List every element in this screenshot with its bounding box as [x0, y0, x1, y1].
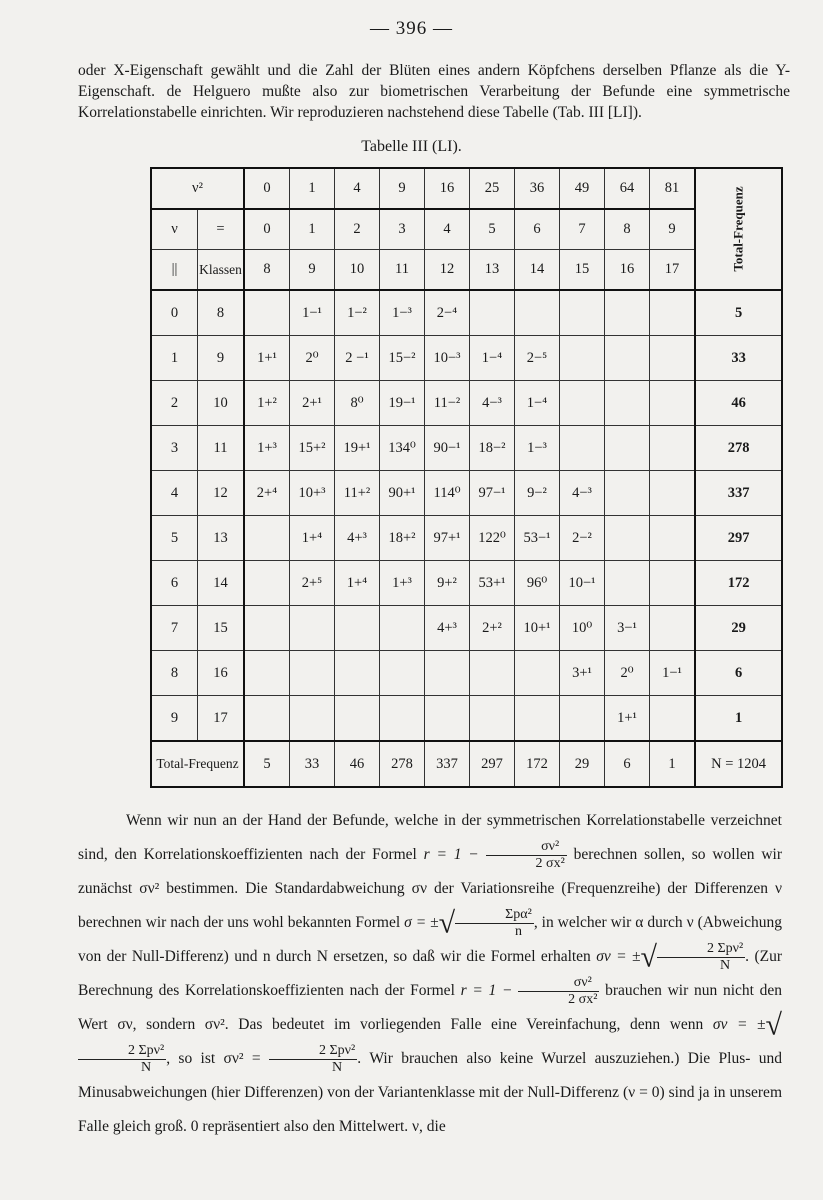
row-v-cell: 8: [151, 651, 198, 696]
frequency-cell: [515, 290, 560, 336]
frequency-cell: [560, 381, 605, 426]
frequency-cell: [244, 651, 290, 696]
body-text-d: . (Zur Berechnung des Korrelationskoeffizienten nach der Formel: [78, 948, 782, 999]
frequency-cell: 114⁰: [425, 471, 470, 516]
row-class-cell: 14: [198, 561, 245, 606]
table-row: [151, 336, 782, 381]
frequency-cell: 1−⁴: [470, 336, 515, 381]
header-v-cell: 6: [515, 209, 560, 250]
frequency-cell: 2−²: [560, 516, 605, 561]
header-v-cell: 4: [425, 209, 470, 250]
row-class-cell: 16: [198, 651, 245, 696]
frequency-cell: [650, 516, 696, 561]
frequency-cell: 97−¹: [470, 471, 515, 516]
header-class-cell: 16: [605, 250, 650, 291]
row-v-cell: 0: [151, 290, 198, 336]
frequency-cell: [650, 336, 696, 381]
frequency-cell: 134⁰: [380, 426, 425, 471]
header-v-cell: 5: [470, 209, 515, 250]
frequency-cell: 18−²: [470, 426, 515, 471]
body-paragraph: [78, 804, 782, 1144]
fraction-3-den: N: [720, 957, 731, 973]
header-v-label: ν: [151, 209, 198, 250]
frequency-cell: 4+³: [425, 606, 470, 651]
frequency-cell: 53+¹: [470, 561, 515, 606]
row-total-cell: 33: [695, 336, 782, 381]
header-v-cell: 8: [605, 209, 650, 250]
grand-total-cell: N = 1204: [695, 741, 782, 787]
frequency-cell: 2 −¹: [335, 336, 380, 381]
header-row-v: [151, 209, 782, 250]
fraction-6-den: N: [332, 1059, 343, 1075]
row-total-cell: 29: [695, 606, 782, 651]
frequency-cell: [605, 561, 650, 606]
table-row: [151, 426, 782, 471]
column-total-cell: 172: [515, 741, 560, 787]
header-v-squared-cell: 81: [650, 168, 696, 209]
header-v-cell: 2: [335, 209, 380, 250]
body-text: [78, 804, 782, 1144]
frequency-cell: 2+²: [470, 606, 515, 651]
fraction-4-den: 2 σx²: [568, 991, 598, 1007]
body-text-f: , so ist σν² =: [166, 1050, 261, 1067]
root-icon: √: [438, 906, 456, 940]
fraction-2-num: Σpα²: [455, 907, 534, 924]
fraction-5-num: 2 Σpν²: [78, 1043, 166, 1060]
frequency-cell: [650, 606, 696, 651]
header-equals: =: [198, 209, 245, 250]
row-class-cell: 15: [198, 606, 245, 651]
frequency-cell: [425, 696, 470, 742]
header-v-cell: 7: [560, 209, 605, 250]
header-v-squared-cell: 49: [560, 168, 605, 209]
table-row: [151, 696, 782, 742]
header-class-cell: 17: [650, 250, 696, 291]
correlation-table-wrapper: [150, 167, 783, 788]
frequency-cell: 90+¹: [380, 471, 425, 516]
intro-paragraph: [78, 60, 790, 123]
row-v-cell: 9: [151, 696, 198, 742]
body-text-g: . Wir brauchen also keine Wurzel auszuziehen.) Die Plus- und Minusabweichungen (hier Differenzen) von der Variantenklasse mit der Null-Differenz (ν = 0) sind ja in unserem Falle gleich groß. 0 repräsentiert also den Mittelwert. ν, die: [78, 1050, 782, 1135]
frequency-cell: 1+⁴: [290, 516, 335, 561]
frequency-cell: [605, 381, 650, 426]
frequency-cell: [425, 651, 470, 696]
frequency-cell: [605, 336, 650, 381]
frequency-cell: 97+¹: [425, 516, 470, 561]
frequency-cell: 9+²: [425, 561, 470, 606]
row-v-cell: 7: [151, 606, 198, 651]
intro-text: oder X-Eigenschaft gewählt und die Zahl der Blüten eines andern Köpfchens derselben Pflanze als die Y-Eigenschaft. de Helguero mußte also zur biometrischen Verarbeitung der Befunde eine symmetrische Korrelationstabelle einrichten. Wir reproduzieren nachstehend diese Tabelle (Tab. III [LI]).: [78, 62, 790, 121]
body-text-c: , in welcher wir α durch ν (Abweichung von der Null-Differenz) und n durch N ersetzen, so daß wir die Formel erhalten: [78, 914, 782, 965]
row-total-cell: 297: [695, 516, 782, 561]
frequency-cell: 11−²: [425, 381, 470, 426]
header-v-squared-cell: 16: [425, 168, 470, 209]
row-v-cell: 3: [151, 426, 198, 471]
frequency-cell: [244, 696, 290, 742]
header-class-cell: 12: [425, 250, 470, 291]
frequency-cell: 1+³: [244, 426, 290, 471]
row-v-cell: 5: [151, 516, 198, 561]
row-class-cell: 11: [198, 426, 245, 471]
formula-sigma: σ = ±: [404, 914, 439, 931]
page-number: — 396 —: [370, 18, 453, 39]
frequency-cell: [605, 290, 650, 336]
row-class-cell: 13: [198, 516, 245, 561]
formula-sigma-nu: σν = ±: [596, 948, 641, 965]
frequency-cell: 122⁰: [470, 516, 515, 561]
fraction-1-num: σν²: [486, 839, 567, 856]
fraction-5: [78, 1043, 166, 1076]
fraction-1-den: 2 σx²: [535, 855, 565, 871]
header-class-cell: 13: [470, 250, 515, 291]
header-v-squared-cell: 1: [290, 168, 335, 209]
frequency-cell: 10+¹: [515, 606, 560, 651]
row-v-cell: 2: [151, 381, 198, 426]
formula-sigma-nu-2: σν = ±: [712, 1016, 766, 1033]
header-class-cell: 10: [335, 250, 380, 291]
frequency-cell: 2+⁴: [244, 471, 290, 516]
frequency-cell: 10⁰: [560, 606, 605, 651]
frequency-cell: 90−¹: [425, 426, 470, 471]
header-class-cell: 11: [380, 250, 425, 291]
frequency-cell: 19+¹: [335, 426, 380, 471]
frequency-cell: 1−²: [335, 290, 380, 336]
frequency-cell: 2+⁵: [290, 561, 335, 606]
header-v-squared-cell: 4: [335, 168, 380, 209]
frequency-cell: [650, 426, 696, 471]
row-class-cell: 9: [198, 336, 245, 381]
frequency-cell: [560, 290, 605, 336]
frequency-cell: 11+²: [335, 471, 380, 516]
frequency-cell: 2⁰: [290, 336, 335, 381]
frequency-cell: 4−³: [560, 471, 605, 516]
frequency-cell: 15−²: [380, 336, 425, 381]
row-total-cell: 337: [695, 471, 782, 516]
frequency-cell: 10+³: [290, 471, 335, 516]
header-v-cell: 1: [290, 209, 335, 250]
frequency-cell: 19−¹: [380, 381, 425, 426]
header-klassen: Klassen: [198, 250, 245, 291]
table-row: [151, 290, 782, 336]
total-frequency-row: [151, 741, 782, 787]
frequency-cell: [560, 696, 605, 742]
frequency-cell: 3−¹: [605, 606, 650, 651]
column-total-cell: 33: [290, 741, 335, 787]
frequency-cell: [605, 426, 650, 471]
row-class-cell: 17: [198, 696, 245, 742]
table-row: [151, 651, 782, 696]
row-total-cell: 278: [695, 426, 782, 471]
frequency-cell: [290, 606, 335, 651]
total-frequency-label: Total-Frequenz: [730, 185, 746, 272]
column-total-cell: 337: [425, 741, 470, 787]
row-total-cell: 6: [695, 651, 782, 696]
frequency-cell: [380, 696, 425, 742]
frequency-cell: [470, 696, 515, 742]
frequency-cell: [335, 651, 380, 696]
frequency-cell: 1−⁴: [515, 381, 560, 426]
header-v-squared-cell: 64: [605, 168, 650, 209]
fraction-6: [269, 1043, 357, 1076]
fraction-3: [657, 941, 745, 974]
row-v-cell: 4: [151, 471, 198, 516]
header-v-cell: 0: [244, 209, 290, 250]
table-caption: Tabelle III (LI).: [361, 138, 462, 155]
header-v-cell: 3: [380, 209, 425, 250]
frequency-cell: [290, 651, 335, 696]
row-total-cell: 1: [695, 696, 782, 742]
frequency-cell: [650, 290, 696, 336]
frequency-cell: [650, 696, 696, 742]
frequency-cell: [244, 290, 290, 336]
fraction-2-den: n: [514, 923, 522, 939]
frequency-cell: [244, 606, 290, 651]
table-row: [151, 471, 782, 516]
frequency-cell: 1−³: [515, 426, 560, 471]
frequency-cell: [560, 426, 605, 471]
column-total-cell: 278: [380, 741, 425, 787]
formula-r: r = 1 −: [423, 846, 479, 863]
frequency-cell: 1+³: [380, 561, 425, 606]
row-class-cell: 10: [198, 381, 245, 426]
frequency-cell: [650, 471, 696, 516]
frequency-cell: 1+¹: [244, 336, 290, 381]
frequency-cell: [380, 651, 425, 696]
header-class-cell: 15: [560, 250, 605, 291]
frequency-cell: [605, 471, 650, 516]
column-total-cell: 46: [335, 741, 380, 787]
fraction-1: [486, 839, 567, 872]
row-total-cell: 172: [695, 561, 782, 606]
column-total-cell: 297: [470, 741, 515, 787]
header-v-squared-label: ν²: [151, 168, 244, 209]
row-v-cell: 6: [151, 561, 198, 606]
frequency-cell: [515, 651, 560, 696]
frequency-cell: 2⁰: [605, 651, 650, 696]
table-row: [151, 381, 782, 426]
frequency-cell: [605, 516, 650, 561]
frequency-cell: [335, 606, 380, 651]
row-class-cell: 12: [198, 471, 245, 516]
table-row: [151, 561, 782, 606]
body-text-e: brauchen wir nun nicht den Wert σν, sondern σν². Das bedeutet im vorliegenden Falle eine Vereinfachung, denn wenn: [78, 982, 783, 1033]
header-class-cell: 14: [515, 250, 560, 291]
frequency-cell: 10−³: [425, 336, 470, 381]
column-total-cell: 6: [605, 741, 650, 787]
frequency-cell: 96⁰: [515, 561, 560, 606]
header-v-squared-cell: 9: [380, 168, 425, 209]
frequency-cell: [470, 290, 515, 336]
frequency-cell: 53−¹: [515, 516, 560, 561]
frequency-cell: [560, 336, 605, 381]
header-v-squared-cell: 36: [515, 168, 560, 209]
frequency-cell: 1+²: [244, 381, 290, 426]
table-row: [151, 516, 782, 561]
root-icon: √: [765, 1008, 783, 1042]
frequency-cell: [515, 696, 560, 742]
frequency-cell: 1+⁴: [335, 561, 380, 606]
frequency-cell: [244, 516, 290, 561]
frequency-cell: [380, 606, 425, 651]
header-row-v-squared: [151, 168, 782, 209]
root-icon: √: [640, 940, 657, 974]
frequency-cell: 1−³: [380, 290, 425, 336]
frequency-cell: 15+²: [290, 426, 335, 471]
frequency-cell: [650, 561, 696, 606]
header-v-squared-cell: 25: [470, 168, 515, 209]
header-v-squared-cell: 0: [244, 168, 290, 209]
table-row: [151, 606, 782, 651]
fraction-4-num: σν²: [518, 975, 599, 992]
column-total-cell: 5: [244, 741, 290, 787]
frequency-cell: [335, 696, 380, 742]
frequency-cell: [290, 696, 335, 742]
frequency-cell: [470, 651, 515, 696]
frequency-cell: 4−³: [470, 381, 515, 426]
row-total-cell: 46: [695, 381, 782, 426]
header-v-cell: 9: [650, 209, 696, 250]
frequency-cell: 8⁰: [335, 381, 380, 426]
fraction-4: [518, 975, 599, 1008]
frequency-cell: 1−¹: [650, 651, 696, 696]
frequency-cell: 2+¹: [290, 381, 335, 426]
frequency-cell: 3+¹: [560, 651, 605, 696]
frequency-cell: 9−²: [515, 471, 560, 516]
frequency-cell: [244, 561, 290, 606]
frequency-cell: 10−¹: [560, 561, 605, 606]
frequency-cell: [650, 381, 696, 426]
total-frequency-column-header: [695, 168, 782, 290]
frequency-cell: 2−⁴: [425, 290, 470, 336]
row-total-cell: 5: [695, 290, 782, 336]
frequency-cell: 2−⁵: [515, 336, 560, 381]
fraction-2: [455, 907, 534, 940]
header-class-cell: 8: [244, 250, 290, 291]
row-v-cell: 1: [151, 336, 198, 381]
fraction-6-num: 2 Σpν²: [269, 1043, 357, 1060]
header-class-cell: 9: [290, 250, 335, 291]
header-row-classes: [151, 250, 782, 291]
column-total-cell: 29: [560, 741, 605, 787]
fraction-3-num: 2 Σpν²: [657, 941, 745, 958]
frequency-cell: 18+²: [380, 516, 425, 561]
frequency-cell: 1+¹: [605, 696, 650, 742]
body-text-b: berechnen sollen, so wollen wir zunächst σν² bestimmen. Die Standardabweichung σν der Variationsreihe (Frequenzreihe) der Differenzen ν berechnen wir nach der uns wohl bekannten Formel: [78, 846, 782, 931]
correlation-table: [150, 167, 783, 788]
header-parallel: ||: [151, 250, 198, 291]
frequency-cell: 4+³: [335, 516, 380, 561]
formula-r-2: r = 1 −: [460, 982, 513, 999]
body-text-a: Wenn wir nun an der Hand der Befunde, welche in der symmetrischen Korrelationstabelle verzeichnet sind, den Korrelationskoeffizienten nach der Formel: [78, 812, 782, 863]
row-class-cell: 8: [198, 290, 245, 336]
fraction-5-den: N: [141, 1059, 152, 1075]
frequency-cell: 1−¹: [290, 290, 335, 336]
column-total-cell: 1: [650, 741, 696, 787]
total-row-label: Total-Frequenz: [151, 741, 244, 787]
